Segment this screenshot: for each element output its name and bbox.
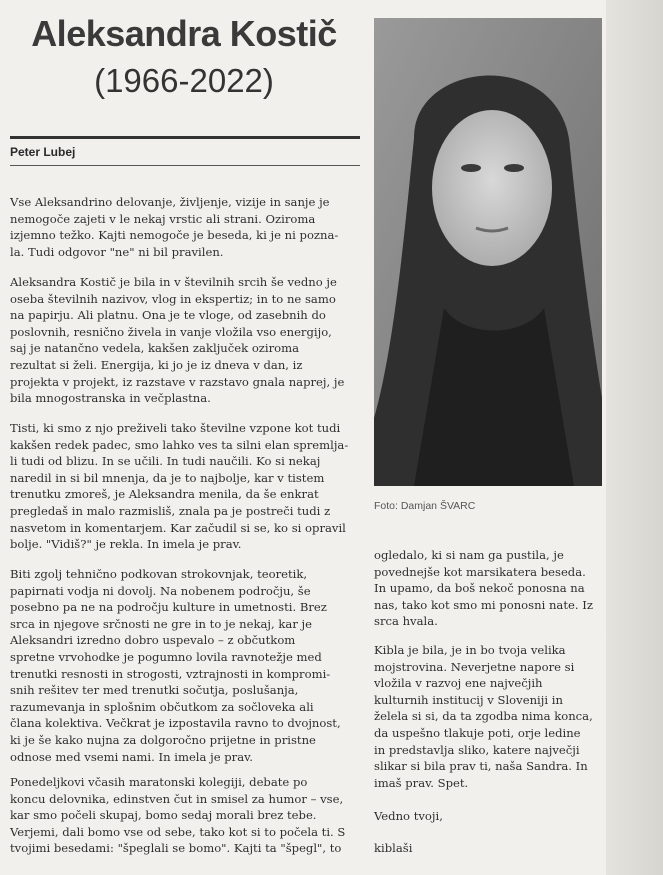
paragraph-1: Vse Aleksandrino delovanje, življenje, vizije in sanje je nemogoče zajeti v le nekaj vrstic ali strani. Oziroma izjemno težko. Kajti nemogoče je beseda, ki je ni pozna- la. Tudi odgovor "ne" ni bil pravilen. — [10, 195, 339, 259]
paragraph-3: Tisti, ki smo z njo preživeli tako številne vzpone kot tudi kakšen redek padec, smo lahko ves ta silni elan spremlja- li tudi od blizu. In se učili. In tudi naučili. Ko si nekaj naredil in si bil mnenja, da je to najbolje, kar v tistem trenutku zmoreš, je Aleksandra menila, da še enkrat pregledaš in malo razmisliš, znala pa je postreči tudi z nasvetom in komentarjem. Kar začudil si se, ko si opravil bolje. "Vidiš?" je rekla. In imela je prav. — [10, 421, 349, 552]
portrait-photo — [374, 18, 602, 486]
paragraph-2: Aleksandra Kostič je bila in v številnih srcih še vedno je oseba številnih nazivov, vlog in ekspertiz; in to ne samo na papirju. Ali platnu. Ona je te vloge, od zasebnih do poslovnih, resnično živela in vanje vložila vso energijo, saj je natančno vedela, kakšen zaključek oziroma rezultat si želi. Energija, ki jo je iz dneva v dan, iz projekta v projekt, iz razstave v razstavo gnala naprej, je bila mnogostranska in večplastna. — [10, 275, 345, 406]
closing-line: Vedno tvoji, — [374, 809, 443, 823]
paragraph-7: Kibla je bila, je in bo tvoja velika mojstrovina. Neverjetne napore si vložila v razvoj ene največjih kulturnih institucij v Sloveniji in želela si si, da ta zgodba nima konca, da uspešno tlakuje poti, orje ledine in predstavlja sliko, katere največji slikar si bila prav ti, naša Sandra. In imaš prav. Spet. — [374, 643, 593, 790]
portrait-image — [374, 18, 602, 486]
headline-dates: (1966-2022) — [94, 62, 274, 99]
signature: kiblaši — [374, 841, 413, 855]
paragraph-5: Ponedeljkovi včasih maratonski kolegiji, debate po koncu delovnika, edinstven čut in smisel za humor – vse, kar smo počeli skupaj, bomo sedaj morali brez tebe. Verjemi, dali bomo vse od sebe, tako kot si to počela ti. S tvojimi besedami: "špeglali se bomo". Kajti ta "špegl", to — [10, 775, 346, 856]
page-edge — [606, 0, 663, 875]
paragraph-6: ogledalo, ki si nam ga pustila, je povednejše kot marsikatera beseda. In upamo, da boš nekoč ponosna na nas, tako kot smo mi ponosni nate. Iz srca hvala. — [374, 548, 593, 629]
paragraph-4: Biti zgolj tehnično podkovan strokovnjak, teoretik, papirnati vodja ni dovolj. Na nobenem področju, še posebno pa ne na področju kulture in umetnosti. Brez srca in njegove srčnosti ne gre in to je nekaj, kar je Aleksandri izredno dobro uspevalo – z občutkom spretne vrvohodke je pogumno lovila ravnotežje med trenutki resnosti in strogosti, vztrajnosti in kompromi- snih rešitev ter med trenutki sočutja, poslušanja, razumevanja in splošnim občutkom za sočloveka ali člana kolektiva. Večkrat je izpostavila ravno to dvojnost, ki je še kako nujna za dolgoročno prijetne in pristne odnose med vsemi nami. In imela je prav. — [10, 567, 341, 764]
author-byline: Peter Lubej — [10, 145, 76, 159]
headline-name: Aleksandra Kostič — [31, 13, 337, 54]
headline-rule — [10, 136, 360, 139]
headline — [8, 14, 360, 102]
byline-rule — [10, 165, 360, 166]
photo-caption: Foto: Damjan ŠVARC — [374, 500, 476, 512]
